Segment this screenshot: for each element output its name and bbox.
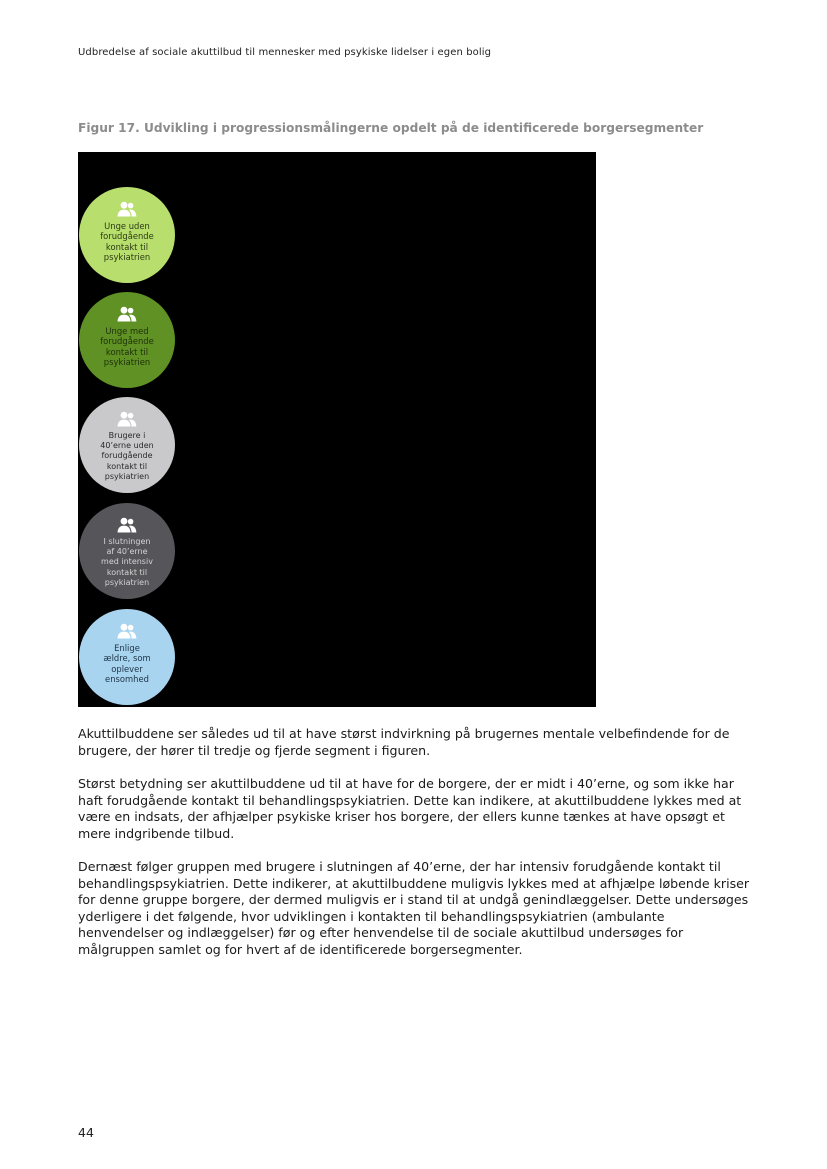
segment-label: I slutningen af 40’erne med intensiv kontakt til psykiatrien	[101, 537, 153, 587]
segment-circle-40s-no-contact	[79, 397, 175, 493]
people-icon	[117, 201, 137, 217]
people-icon	[117, 623, 137, 639]
figure-caption: Figur 17. Udvikling i progressionsmålingerne opdelt på de identificerede borgersegmenter	[78, 121, 704, 135]
figure-panel	[78, 152, 596, 707]
segment-label: Enlige ældre, som oplever ensomhed	[103, 643, 151, 685]
running-header: Udbredelse af sociale akuttilbud til mennesker med psykiske lidelser i egen bolig	[78, 47, 492, 58]
body-paragraph-3: Dernæst følger gruppen med brugere i slutningen af 40’erne, der har intensiv forudgående kontakt til behandlingspsykiatrien. Dette indikerer, at akuttilbuddene muligvis lykkes med at afhjælpe løbende kriser for denne gruppe borgere, der dermed muligvis er i stand til at undgå genindlæggelser. Dette undersøges yderligere i det følgende, hvor udviklingen i kontakten til behandlingspsykiatrien (ambulante henvendelser og indlæggelser) før og efter henvendelse til de sociale akuttilbud undersøges for målgruppen samlet og for hvert af de identificerede borgersegmenter.	[78, 859, 750, 957]
body-paragraph-2: Størst betydning ser akuttilbuddene ud til at have for de borgere, der er midt i 40’erne, og som ikke har haft forudgående kontakt til behandlingspsykiatrien. Dette kan indikere, at akuttilbuddene lykkes med at være en indsats, der afhjælper psykiske kriser hos borgere, der ellers kunne tænkes at have opsøgt et mere indgribende tilbud.	[78, 776, 742, 841]
body-paragraph-1: Akuttilbuddene ser således ud til at have størst indvirkning på brugernes mentale velbefindende for de brugere, der hører til tredje og fjerde segment i figuren.	[78, 726, 730, 758]
segment-label: Unge med forudgående kontakt til psykiatrien	[100, 326, 154, 368]
page-number: 44	[78, 1125, 94, 1140]
people-icon	[117, 517, 137, 533]
segment-circle-lonely-elderly	[79, 609, 175, 705]
segment-circle-young-no-contact	[79, 187, 175, 283]
segment-circle-late-40s-intensive	[79, 503, 175, 599]
segment-circle-young-with-contact	[79, 292, 175, 388]
people-icon	[117, 306, 137, 322]
segment-label: Brugere i 40’erne uden forudgående kontakt til psykiatrien	[100, 431, 154, 481]
people-icon	[117, 411, 137, 427]
segment-label: Unge uden forudgående kontakt til psykiatrien	[100, 221, 154, 263]
